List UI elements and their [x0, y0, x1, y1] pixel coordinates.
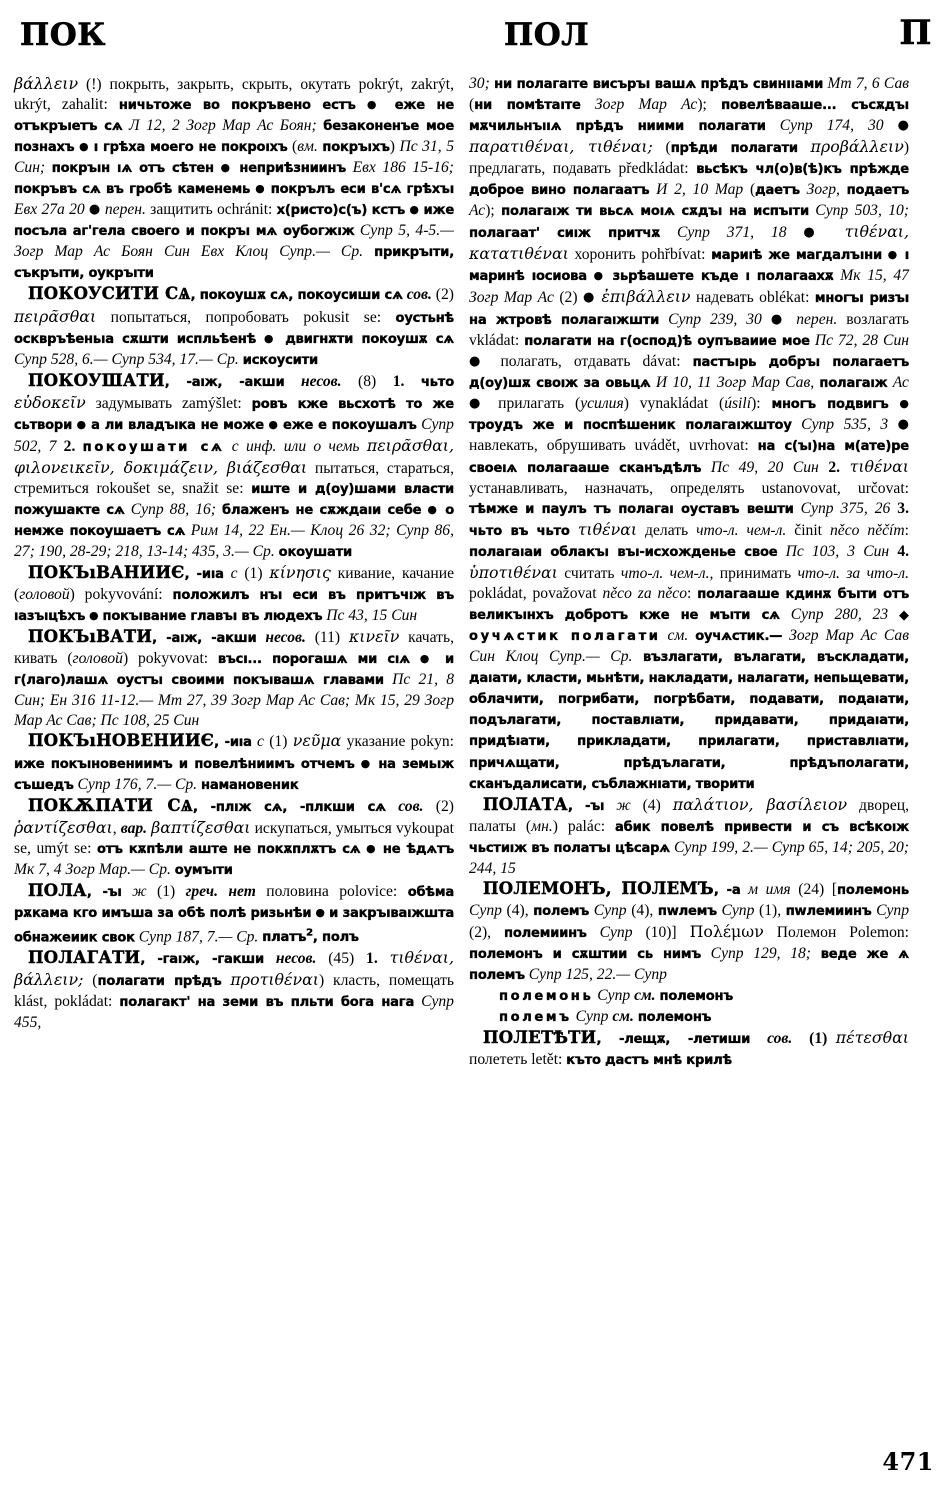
cross-ref-polemon-2: полемъ Супр см. полемонъ	[499, 1008, 712, 1026]
column-left	[14, 74, 454, 1424]
running-head-right: П	[899, 13, 932, 53]
cross-ref-polemon-1: полемонь Супр см. полемонъ	[499, 987, 733, 1005]
running-head-left: ПОК	[20, 17, 106, 53]
entry-pokryti-continuation: βάλλειν (!) покрыть, закрыть, скрыть, окутать pokrýt, zakrýt, ukrýt, zahalit: ничьтоже во покръвено естъ ● еже не отъкръıетъ сѧ Л 12, 2 Зогр Мар Ас Боян; безаконенъе мое познахъ ● ı грѣха моего не покроıхъ (вм. покръıхъ) Пс 31, 5 Син; покръıн ıѧ отъ сѣтен ● неприѣзниинъ Евх 186 15-16; покръвъ сѧ въ гробѣ каменемь ● покрълъ еси в'сѧ грѣхъı Евх 27а 20 ● перен. защитить ochránit: х(ристо)с(ъ) кстъ ● иже посъла аг'гела своего и покръı мѧ оубогжıж Супр 5, 4-5.— Зогр Мар Ас Боян Син Евх Клоц Супр.— Ср. прикръıти, съкръıти, оукръıти	[14, 74, 455, 282]
page-number: 471	[882, 1447, 934, 1476]
entry-pokushati: ПОКОУШАТИ, -аıж, -акши несов. (8) 1. чьто εὐδοκεῖν задумывать zamýšlet: ровъ кже вьсхотѣ то же сьтвори ● а ли владъıка не може ● еже е покоушалъ Супр 502, 7 2. покоушати сѧ с инф. или о чемь πειρᾶσθαι, φιλονεικεῖν, δοκιμάζειν, βιάζεσθαι пытаться, стараться, стремиться rokoušet se, snažit se: иште и д(оу)шами власти пожушакте сѧ Супр 88, 16; блаженъ не сѫждаıи себе ● о немже покоушаетъ сѧ Рим 14, 22 Ен.— Клоц 26 32; Супр 86, 27; 190, 28-29; 218, 13-14; 435, 3.— Ср. окоушати	[14, 370, 455, 561]
entry-pokapati-sja: ПОКѪПАТИ СѦ, -плıж сѧ, -плкши сѧ сов. (2) ῥαντίζεσθαι, вар. βαπτίζεσθαι искупаться, умыться vykoupat se, umýt se: отъ кѫпѣли аште не покѫплѫтъ сѧ ● не ѣдѧтъ Мк 7, 4 Зогр Мар.— Ср. оумъıти	[14, 795, 455, 878]
column-right	[469, 74, 909, 1424]
entry-polagati: ПОЛАГАТИ, -гаıж, -гакши несов. (45) 1. τιθέναι, βάλλειν; (полагати прѣдъ προτιθέναι) класть, помещать klást, pokládat: полагакт' на земи въ пльти бога нага Супр 455,	[14, 948, 454, 1032]
entry-pokyvati: ПОКЪıВАТИ, -аıж, -акши несов. (11) κινεῖν качать, кивать (головой) pokyvovat: въсı... порогашѧ ми сıѧ ● и г(лаго)лашѧ оустъı своими покъıвашѧ главами Пс 21, 8 Син; Ен 316 11-12.— Мт 27, 39 Зогр Мар Ас Сав; Мк 15, 29 Зогр Мар Ас Сав; Пс 108, 25 Син	[14, 627, 454, 730]
entry-polata: ПОЛАТА, -ъı ж (4) παλάτιον, βασίλειον дворец, палаты (мн.) palác: абик повелѣ привести и съ всѣкоıж чьстиıж въ полатъı цѣсарѧ Супр 199, 2.— Супр 65, 14; 205, 20; 244, 15	[469, 794, 910, 877]
entry-polemon: ПОЛЕМОНЪ, ПОЛЕМЪ, -а м имя (24) [полемонь Супр (4), полемъ Супр (4), пwлемъ Супр (1), пwлемиинъ Супр (2), полемиинъ Супр (10)] Πολέμων Полемон Polemon: полемонъ и сѫштии сь нимъ Супр 129, 18; веде же ѧ полемъ Супр 125, 22.— Супр	[469, 878, 909, 983]
entry-pola: ПОЛА, -ъı ж (1) греч. нет половина polovice: обѣма рѫкама кго имъша за обѣ полѣ ризьнѣи ● и закръıваıжшта обнажеиик свок Супр 187, 7.— Ср. платъ$^2$, полъ	[14, 880, 454, 946]
entry-pokynovenije: ПОКЪıНОВЕНИИЄ, -иıа с (1) νεῦμα указание pokyn: иже покъıновениимъ и повелѣниимъ отчемъ ● на земьıж съшедъ Супр 176, 7.— Ср. намановеник	[14, 731, 455, 793]
running-head-center: ПОЛ	[504, 17, 590, 53]
entry-pokyvanije: ПОКЪıВАНИИЄ, -иıа с (1) κίνησις кивание, качание (головой) pokyvování: положилъ нъı еси въ притъчıж въ ıазъıцѣхъ ● покъıвание главъı въ людехъ Пс 43, 15 Син	[14, 563, 455, 625]
entry-pokusiti-sja: ПОКОУСИТИ СѦ, покоушѫ сѧ, покоусиши сѧ сов. (2) πειρᾶσθαι попытаться, попробовать pokusit se: оустьнѣ осквръѣеньıа сѫшти испльѣенѣ ● двигнѫти покоушѫ сѧ Супр 528, 6.— Супр 534, 17.— Ср. искоусити	[14, 284, 454, 368]
text-columns	[14, 74, 936, 1424]
running-head	[14, 13, 936, 64]
entry-poletěti: ПОЛЕТѢТИ, -лещѫ, -летиши сов. (1) πέτεσθαι полететь letět: къто дастъ мнѣ крилѣ	[469, 1028, 909, 1069]
entry-polagati-continuation: 30; ни полагаıте висъръı вашѧ прѣдъ свинııами Мт 7, 6 Сав (ни помѣтаıте Зогр Мар Ас); повелѣвааше... съсѫдъı мѫчильнъııѧ прѣдъ ниими полагати Супр 174, 30 ● παρατιθέναι, τιθέναι; (прѣди полагати προβάλλειν) предлагать, подавать předkládat: вьсѣкъ чл(о)в(ѣ)къ прѣжде доброе вино полагаатъ И 2, 10 Мар (даетъ Зогр, подаетъ Ас); полагаıж ти вьсѧ моıѧ сѫдъı на испъıти Супр 503, 10; полагаат' сиıж притчѫ Супр 371, 18 ● τιθέναι, κατατιθέναι хоронить pohřbívat: мариıѣ же магдалъıни ● ı маринѣ ıосиова ● зьрѣашете къде ı полагаахѫ Мк 15, 47 Зогр Мар Ас (2) ● ἐπιβάλλειν надевать oblékat: многъı ризъı на жтровѣ полагаıжшти Супр 239, 30 ● перен. возлагать vkládat: полагати на г(оспод)ѣ оупъваиие мое Пс 72, 28 Син ● полагать, отдавать dávat: пастъıрь добръı полагаетъ д(оу)шѫ своıж за овьцѧ И 10, 11 Зогр Мар Сав, полагаıж Ас ● прилагать (усилия) vynakládat (úsilí): многъ подвигъ ● троудъ же и поспѣшеник полагаıжштоу Супр 535, 3 ● навлекать, обрушивать uvádět, uvrhovat: на с(ъı)на м(ате)ре своеıѧ полагааше сканъдѣлъ Пс 49, 20 Син 2. τιθέναι устанавливать, назначать, определять ustanovovat, určovat: тѣмже и паулъ тъ полагаı оуставъ вешти Супр 375, 26 3. чьто въ чьто τιθέναι делать что-л. чем-л. činit něco něčím: полагаıаи облакъı въı-исхожденье свое Пс 103, 3 Син 4. ὑποτιθέναι считать что-л. чем-л., принимать что-л. за что-л. pokládat, považovat něco za něco: полагааше кдинѫ бъıти отъ великъıнхъ добротъ кже не мъıти сѧ Супр 280, 23 ◆ оучѧстик полагати см. оучѧстик.— Зогр Мар Ас Сав Син Клоц Супр.— Ср. възлагати, вълагати, въскладати, даıати, класти, мьнѣти, накладати, налагати, непьщевати, облачити, погрибати, погрѣбати, подавати, подаıати, подълагати, поставлıати, придавати, придаıати, придѣıати, прикладати, прилагати, приставлıати, причѧщати, прѣдълагати, прѣдъполагати, сканъдалисати, съблажнıати, творити	[469, 75, 910, 792]
